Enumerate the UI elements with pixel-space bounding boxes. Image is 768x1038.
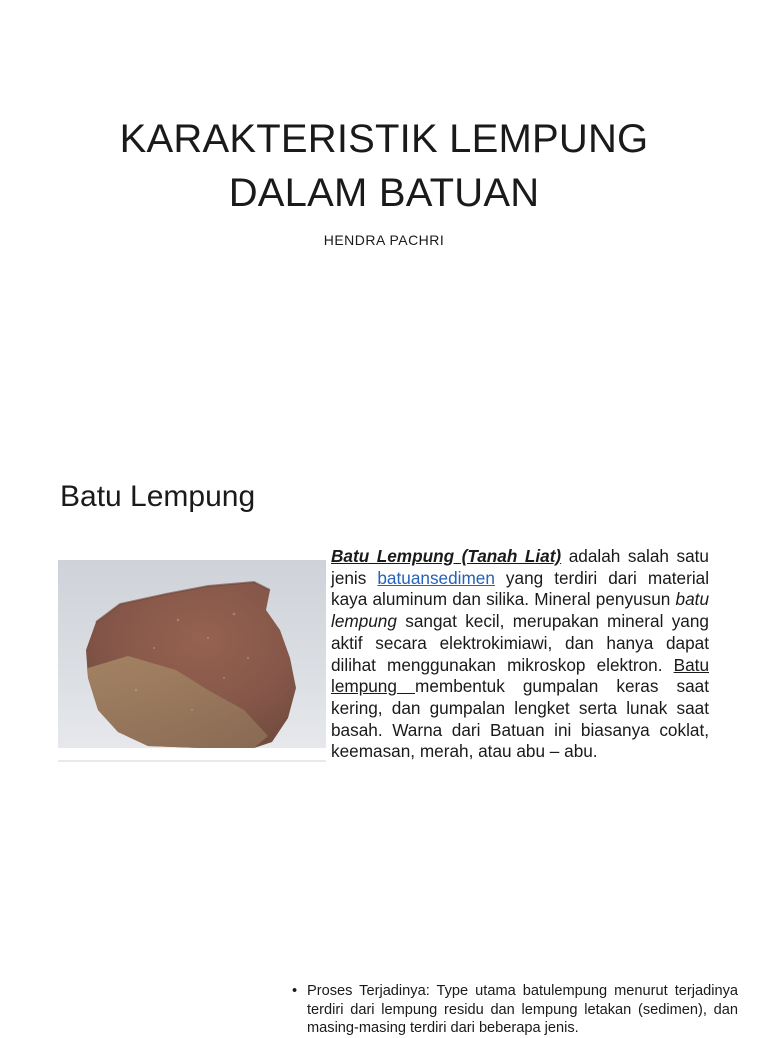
title-slide xyxy=(0,0,768,440)
rock-photo xyxy=(58,560,326,748)
text-segment: sangat kecil, merupakan mineral yang aktif secara elektrokimiawi, dan hanya dapat dilihat menggunakan mikroskop elektron. xyxy=(331,611,709,675)
bullet-list xyxy=(292,982,738,1038)
process-slide xyxy=(0,960,768,1036)
text-segment: membentuk gumpalan keras saat kering, dan gumpalan lengket serta lunak saat basah. Warna dari Batuan ini biasanya coklat, keemasan, merah, atau abu – abu. xyxy=(331,676,709,762)
italic-term: batu lempung xyxy=(331,589,709,632)
text-segment: adalah salah satu jenis xyxy=(331,546,709,588)
batuansedimen-link[interactable]: batuansedimen xyxy=(377,567,495,588)
text-segment: yang terdiri dari material kaya aluminum dan silika. Mineral penyusun xyxy=(331,567,710,610)
content-slide xyxy=(0,440,768,940)
list-item: • Proses Terjadinya: Type utama batulempung menurut terjadinya terdiri dari lempung residu dan lempung letakan (sedimen), dan masing-masing terdiri dari beberapa jenis. xyxy=(292,982,738,1038)
term-batu-lempung: Batu Lempung (Tanah Liat) xyxy=(331,546,562,566)
slide-heading: Batu Lempung xyxy=(60,480,256,513)
description-paragraph xyxy=(331,546,709,763)
rock-image-icon xyxy=(58,560,326,748)
author-name: HENDRA PACHRI xyxy=(323,232,445,248)
image-divider xyxy=(58,760,326,762)
underlined-term: Batu lempung xyxy=(331,654,709,697)
title-line-1: KARAKTERISTIK LEMPUNG xyxy=(119,117,649,161)
presentation-title xyxy=(0,112,768,220)
title-line-2: DALAM BATUAN xyxy=(228,171,540,215)
